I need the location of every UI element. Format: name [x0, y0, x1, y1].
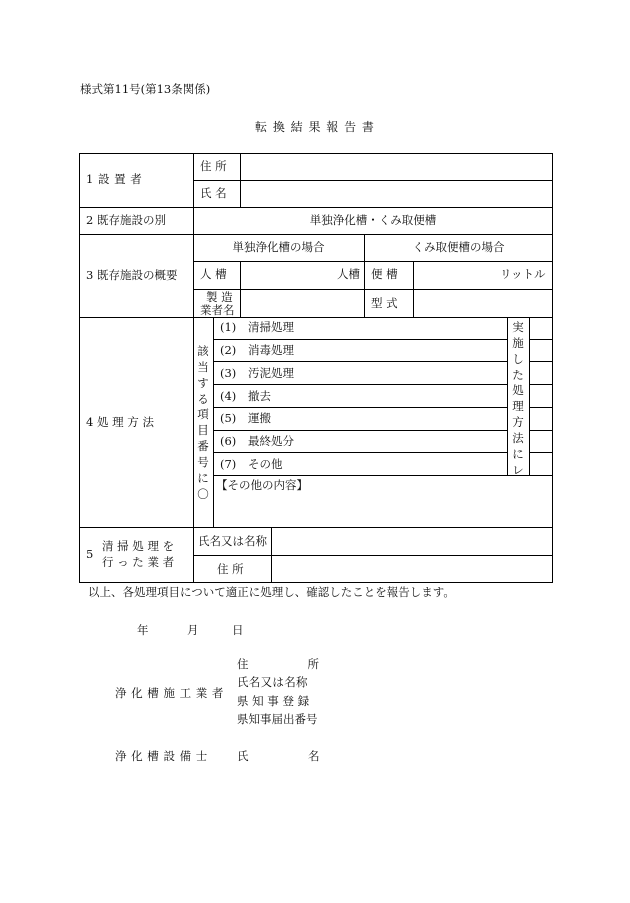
- row5-label-line1: 清 掃 処 理 を: [102, 539, 175, 553]
- contractor-registration-label: 県 知 事 登 録: [237, 694, 310, 708]
- septic-header: 単独浄化槽の場合: [232, 240, 325, 254]
- contractor-notification-label: 県知事届出番号: [237, 712, 318, 726]
- engineer-name-right: 名: [308, 749, 320, 763]
- date-year: 年: [137, 623, 149, 637]
- row4-label: 4 処 理 方 法: [86, 415, 154, 429]
- method-item-3[interactable]: [220, 368, 294, 380]
- check-box-2[interactable]: [531, 341, 551, 360]
- method-num: (2): [220, 343, 237, 357]
- facility-type-value: 単独浄化槽・くみ取便槽: [309, 213, 437, 227]
- toilet-tank-label: 便 槽: [371, 267, 398, 281]
- form-label: 様式第11号(第13条関係): [80, 82, 211, 96]
- contractor-address-label: 住 所: [237, 657, 319, 671]
- cleaner-name-label: 氏名又は名称: [198, 534, 267, 548]
- method-item-4[interactable]: [220, 391, 271, 403]
- method-item-7[interactable]: [220, 459, 282, 471]
- method-name: 撤去: [247, 389, 271, 403]
- cleaner-name-field[interactable]: [273, 529, 551, 554]
- cleaner-address-label: 住 所: [217, 562, 244, 576]
- check-box-6[interactable]: [531, 432, 551, 451]
- engineer-name-left: 氏: [237, 749, 249, 763]
- method-item-6[interactable]: [220, 436, 294, 448]
- pit-toilet-header: くみ取便槽の場合: [412, 240, 505, 254]
- method-name: 最終処分: [247, 434, 294, 448]
- method-name: 清掃処理: [247, 320, 294, 334]
- maker-label-line2: 業者名: [200, 303, 235, 317]
- method-name: その他: [247, 457, 283, 471]
- method-num: (4): [220, 389, 237, 403]
- engineer-label: 浄 化 槽 設 備 士: [115, 749, 208, 763]
- method-num: (1): [220, 320, 237, 334]
- setter-address-label: 住 所: [200, 159, 227, 173]
- contractor-label: 浄 化 槽 施 工 業 者: [115, 686, 224, 700]
- confirmation-text: 以上、各処理項目について適正に処理し、確認したことを報告します。: [88, 585, 455, 599]
- method-num: (6): [220, 434, 237, 448]
- capacity-unit: 人槽: [337, 267, 360, 281]
- method-num: (7): [220, 457, 237, 471]
- check-box-5[interactable]: [531, 409, 551, 428]
- row1-label: [86, 174, 186, 186]
- method-name: 消毒処理: [247, 343, 294, 357]
- setter-name-label: 氏 名: [200, 186, 227, 200]
- maker-label-line1: 製 造: [206, 290, 233, 304]
- document-title: 転 換 結 果 報 告 書: [255, 120, 375, 134]
- toilet-tank-unit: リットル: [500, 267, 546, 281]
- method-name: 運搬: [247, 411, 271, 425]
- method-item-2[interactable]: [220, 345, 294, 357]
- row5-label-line2: 行 っ た 業 者: [102, 555, 175, 569]
- capacity-label: 人 槽: [200, 267, 227, 281]
- check-box-4[interactable]: [531, 386, 551, 405]
- other-details-field[interactable]: [215, 495, 551, 525]
- method-num: (5): [220, 411, 237, 425]
- cleaner-address-field[interactable]: [273, 557, 551, 582]
- row3-label: 3 既存施設の概要: [86, 268, 178, 282]
- date-month: 月: [187, 623, 199, 637]
- method-name: 汚泥処理: [247, 366, 294, 380]
- other-details-label: 【その他の内容】: [216, 478, 308, 492]
- row2-label: 2 既存施設の別: [86, 213, 166, 227]
- method-item-5[interactable]: [220, 413, 271, 425]
- check-instruction: 実施した処理方法にレ: [512, 320, 524, 477]
- row5-num: 5: [86, 547, 94, 561]
- circle-instruction: 該当する項目番号に〇: [197, 344, 209, 501]
- model-label: 型 式: [371, 296, 398, 310]
- method-item-1[interactable]: [220, 322, 294, 334]
- setter-name-field[interactable]: [242, 182, 550, 206]
- check-box-7[interactable]: [531, 454, 551, 473]
- contractor-name-label: 氏名又は名称: [237, 675, 308, 689]
- check-box-1[interactable]: [531, 319, 551, 338]
- method-num: (3): [220, 366, 237, 380]
- setter-address-field[interactable]: [242, 155, 550, 179]
- date-day: 日: [232, 623, 244, 637]
- row1-label-text: 1 設 置 者: [86, 172, 143, 186]
- check-box-3[interactable]: [531, 363, 551, 382]
